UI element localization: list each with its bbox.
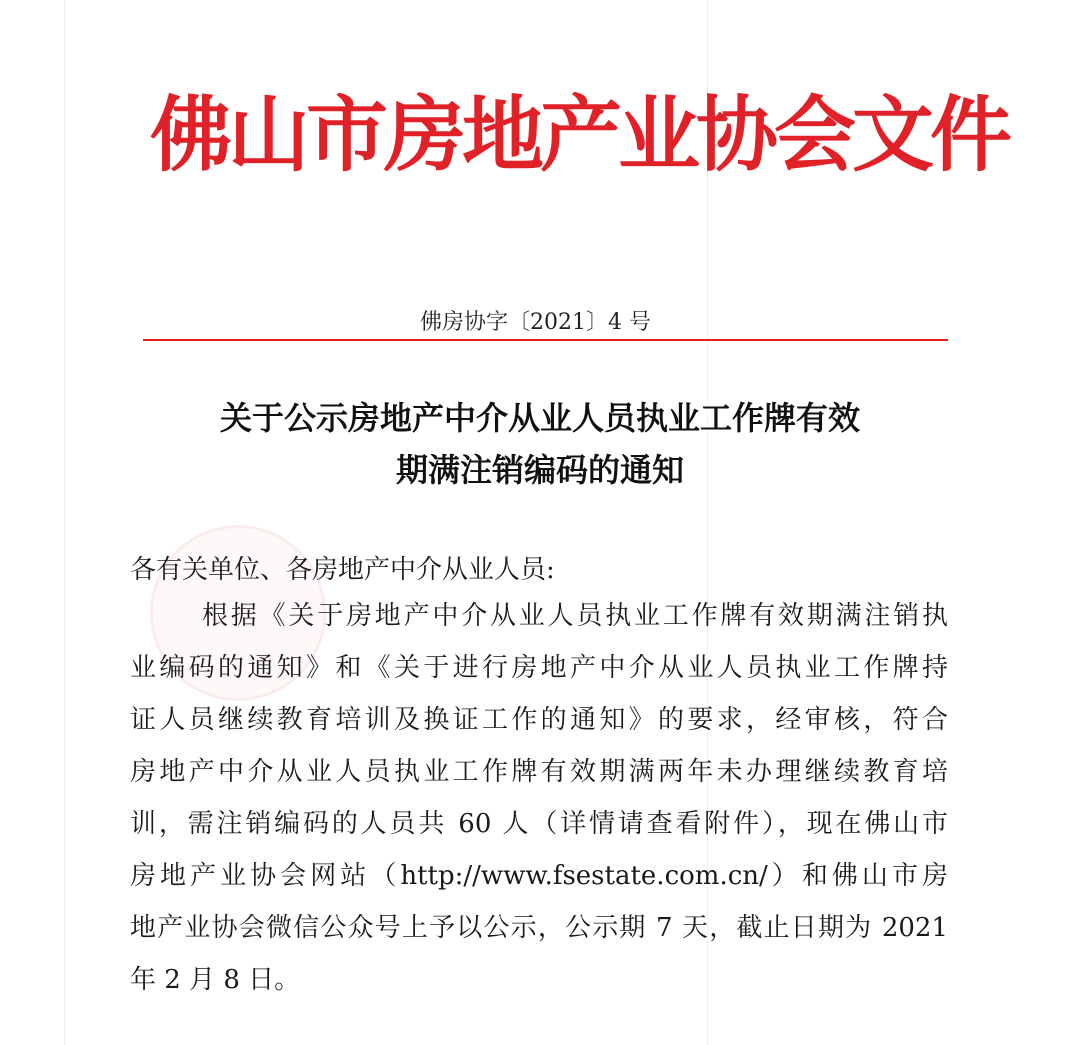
body-line: 根据《关于房地产中介从业人员执业工作牌有效期满注销执 xyxy=(202,601,948,631)
body-line: 证人员继续教育培训及换证工作的通知》的要求，经审核，符合 xyxy=(130,705,948,735)
body-line: 训，需注销编码的人员共 60 人（详情请查看附件），现在佛山市 xyxy=(130,809,948,839)
notice-title-line: 关于公示房地产中介从业人员执业工作牌有效 xyxy=(219,399,860,437)
notice-title xyxy=(110,392,970,496)
masthead-title: 佛山市房地产业协会文件 xyxy=(150,87,1009,183)
notice-title-line: 期满注销编码的通知 xyxy=(395,451,684,489)
page-edge-line xyxy=(64,0,65,1045)
notice-body xyxy=(130,550,948,1006)
body-paragraph xyxy=(130,590,948,1006)
body-line: 年 2 月 8 日。 xyxy=(130,965,301,995)
body-line: 房地产业协会网站（http://www.fsestate.com.cn/）和佛山市房 xyxy=(130,861,948,891)
body-line: 房地产中介从业人员执业工作牌有效期满两年未办理继续教育培 xyxy=(130,757,948,787)
body-line: 地产业协会微信公众号上予以公示，公示期 7 天，截止日期为 2021 xyxy=(130,913,948,943)
document-number: 佛房协字〔2021〕4 号 xyxy=(420,310,651,335)
red-divider-line xyxy=(143,339,948,341)
salutation: 各有关单位、各房地产中介从业人员: xyxy=(130,555,555,585)
body-line: 业编码的通知》和《关于进行房地产中介从业人员执业工作牌持 xyxy=(130,653,948,683)
